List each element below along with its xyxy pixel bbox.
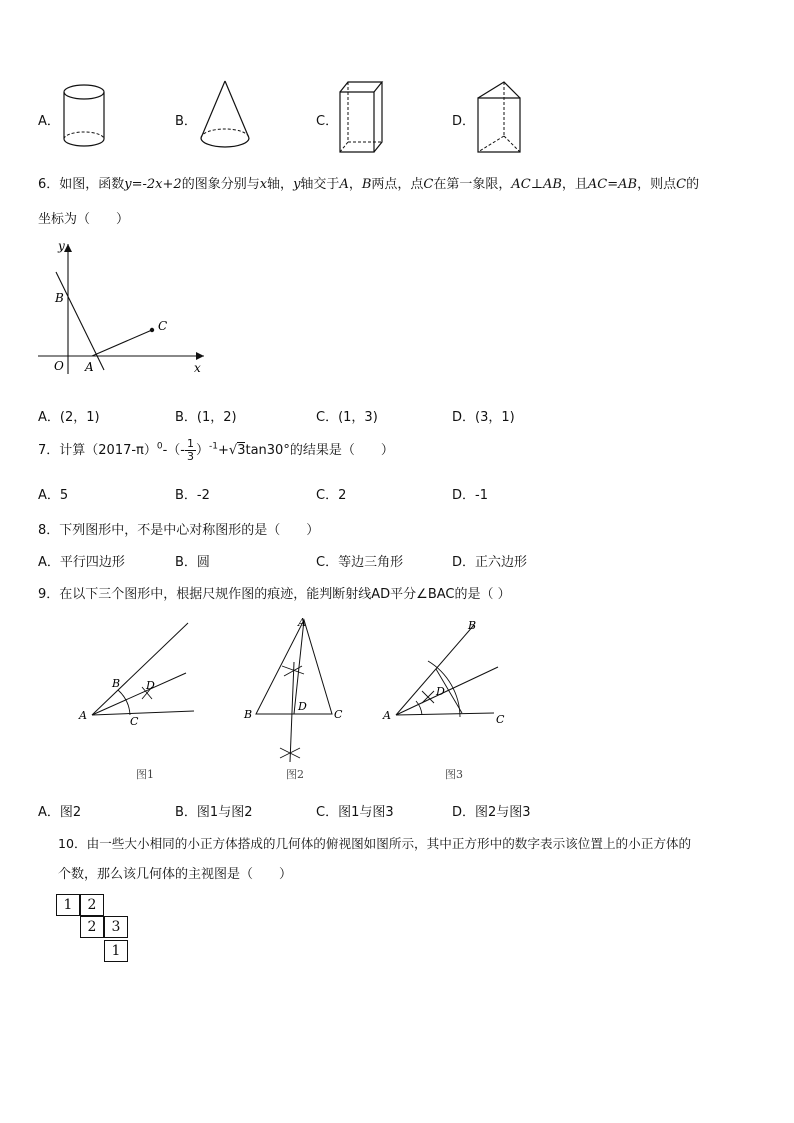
grid-cell: 1 xyxy=(56,894,80,916)
fig2-label-d: D xyxy=(298,700,307,713)
fig2-label-a: A xyxy=(298,616,306,629)
fig2-label-c: C xyxy=(334,708,343,721)
segment-ac xyxy=(92,330,152,356)
q7-text: 7．计算（2017-π） xyxy=(38,443,157,458)
q7-text: -（- xyxy=(162,443,185,458)
q6-var: C xyxy=(676,177,687,192)
q7-text: tan30°的结果是（ ） xyxy=(245,443,394,458)
y-axis-arrow-icon xyxy=(64,244,72,252)
q7-option-d: D．-1 xyxy=(452,488,488,503)
label-b: B xyxy=(55,291,64,305)
q9-figure-2 xyxy=(240,612,352,764)
q6-stem-line2: 坐标为（ ） xyxy=(38,212,130,227)
cone-icon xyxy=(196,78,254,156)
q6-text: ， xyxy=(348,177,362,192)
q6-option-c: C．(1，3) xyxy=(316,410,378,425)
label-o: O xyxy=(54,359,64,373)
cylinder-icon xyxy=(60,82,108,152)
q9-figure-3 xyxy=(382,615,512,735)
grid-cell: 3 xyxy=(104,916,128,938)
q6-text: ，且 xyxy=(561,177,588,192)
label-a: A xyxy=(85,360,94,374)
q7-fraction xyxy=(185,438,196,463)
grid-cell: 2 xyxy=(80,894,104,916)
q7-exp0: 0 xyxy=(156,441,163,452)
q6-var: B xyxy=(361,177,372,192)
q9-option-c: C．图1与图3 xyxy=(316,805,394,820)
q8-option-a: A．平行四边形 xyxy=(38,555,125,570)
q7-frac-num: 1 xyxy=(187,437,194,450)
q9-option-a: A．图2 xyxy=(38,805,82,820)
q7-option-b: B．-2 xyxy=(175,488,210,503)
q6-figure xyxy=(34,238,214,378)
fig3-label-d: D xyxy=(436,685,445,698)
q9-caption-2: 图2 xyxy=(286,768,304,781)
q6-perp: AC⊥AB xyxy=(511,177,562,192)
q6-text: 在第一象限， xyxy=(433,177,512,192)
q6-option-d: D．(3，1) xyxy=(452,410,515,425)
q5-option-c-letter: C． xyxy=(316,114,339,129)
q7-text: + xyxy=(218,443,229,458)
q8-option-b: B．圆 xyxy=(175,555,210,570)
q6-stem-line1 xyxy=(38,173,699,192)
fig1-label-c: C xyxy=(130,715,139,728)
q8-option-c: C．等边三角形 xyxy=(316,555,404,570)
q6-text: 轴， xyxy=(267,177,294,192)
q9-option-b: B．图1与图2 xyxy=(175,805,253,820)
q7-text: ） xyxy=(196,443,210,458)
fig3-label-c: C xyxy=(496,713,505,726)
point-c xyxy=(150,328,154,332)
q9-caption-1: 图1 xyxy=(136,768,154,781)
q8-option-d: D．正六边形 xyxy=(452,555,528,570)
label-y: y xyxy=(58,239,65,253)
fig3-label-a: A xyxy=(383,709,391,722)
q8-stem: 8．下列图形中，不是中心对称图形的是（ ） xyxy=(38,523,320,538)
fig3-label-b: B xyxy=(468,619,477,632)
q6-text: 6．如图，函数 xyxy=(38,177,125,192)
q6-text: 的图象分别与 xyxy=(181,177,260,192)
q6-function: y=-2x+2 xyxy=(124,177,182,192)
grid-cell: 2 xyxy=(80,916,104,938)
q6-text: ，则点 xyxy=(637,177,677,192)
q6-text: 的 xyxy=(686,177,700,192)
label-x: x xyxy=(194,361,201,375)
q7-option-c: C．2 xyxy=(316,488,347,503)
rectangular-prism-icon xyxy=(336,78,386,156)
q6-var: A xyxy=(339,177,349,192)
q5-option-a-letter: A． xyxy=(38,114,60,129)
sqrt-icon: √ xyxy=(228,443,238,458)
q9-option-d: D．图2与图3 xyxy=(452,805,531,820)
fig1-label-b: B xyxy=(112,677,121,690)
q6-text: 轴交于 xyxy=(300,177,340,192)
q7-frac-den: 3 xyxy=(187,450,194,463)
q5-option-b-letter: B． xyxy=(175,114,197,129)
grid-cell: 1 xyxy=(104,940,128,962)
x-axis-arrow-icon xyxy=(196,352,204,360)
q6-var: C xyxy=(423,177,434,192)
q7-sqrt-content: 3 xyxy=(237,443,246,458)
q6-text: 两点，点 xyxy=(371,177,424,192)
q7-exp1: -1 xyxy=(209,441,218,452)
q7-option-a: A．5 xyxy=(38,488,69,503)
q9-caption-3: 图3 xyxy=(445,768,463,781)
q6-var: y xyxy=(293,177,301,192)
q6-option-a: A．(2，1) xyxy=(38,410,100,425)
q6-eq: AC=AB xyxy=(587,177,638,192)
label-c: C xyxy=(158,319,168,333)
fig1-label-d: D xyxy=(146,679,155,692)
q7-stem xyxy=(38,438,394,463)
triangular-prism-icon xyxy=(474,78,526,156)
q9-stem: 9．在以下三个图形中，根据尺规作图的痕迹，能判断射线AD平分∠BAC的是（ ） xyxy=(38,587,511,602)
q6-option-b: B．(1，2) xyxy=(175,410,237,425)
q5-option-d-letter: D． xyxy=(452,114,476,129)
q10-stem-line2: 个数，那么该几何体的主视图是（ ） xyxy=(58,867,293,882)
q10-stem-line1: 10．由一些大小相同的小正方体搭成的几何体的俯视图如图所示，其中正方形中的数字表示该位置上的小正方体的 xyxy=(58,836,692,851)
fig1-label-a: A xyxy=(79,709,87,722)
fig2-label-b: B xyxy=(244,708,253,721)
function-line xyxy=(56,272,104,370)
q6-var: x xyxy=(259,177,268,192)
q9-figure-1 xyxy=(78,615,208,735)
